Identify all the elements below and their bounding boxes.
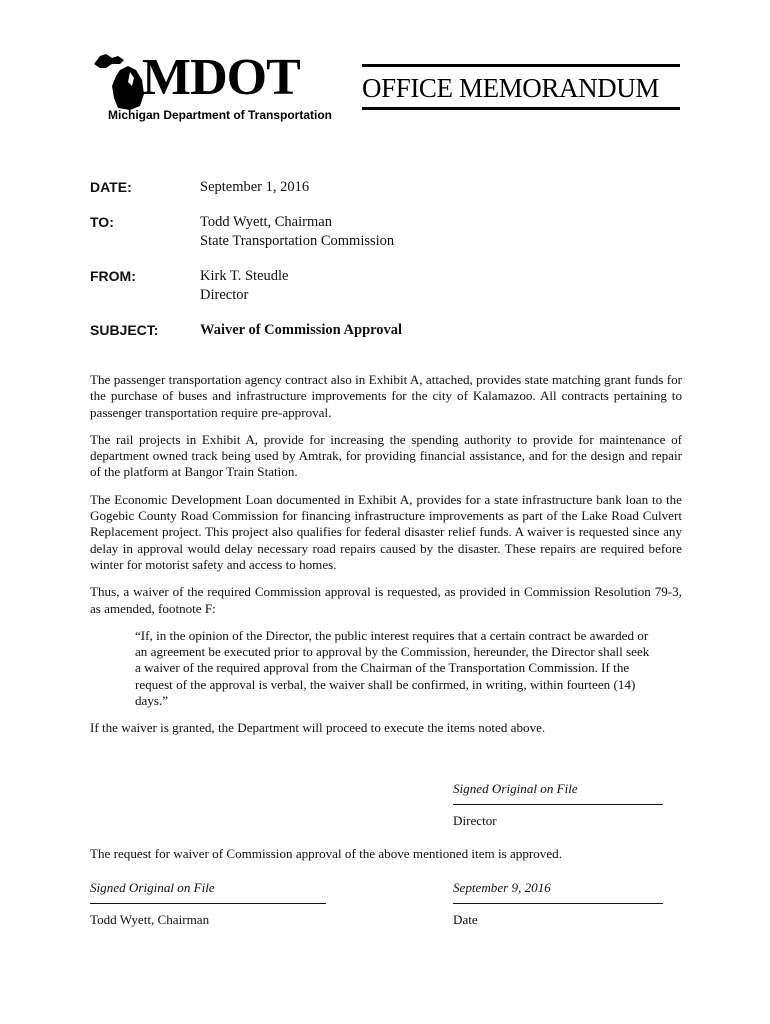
from-title: Director: [200, 287, 249, 303]
director-signature-line: [453, 804, 663, 805]
director-signed-original: Signed Original on File: [453, 781, 578, 796]
mdot-logo: [90, 48, 340, 128]
from-name: Kirk T. Steudle: [200, 268, 289, 284]
approval-date-block: [453, 880, 663, 929]
approval-date-value: September 9, 2016: [453, 880, 551, 895]
paragraph-3: The Economic Development Loan documented in Exhibit A, provides for a state infrastructure bank loan to the Gogebic County Road Commission for financing infrastructure improvements as part of the Lake Road Culvert Replacement project. This project also qualifies for federal disaster relief funds. A waiver is requested since any delay in approval would delay necessary road repairs caused by the disaster. These repairs are required before winter for motorist safety and access to homes.: [90, 491, 682, 572]
paragraph-2: The rail projects in Exhibit A, provide for increasing the spending authority to provide for maintenance of department owned track being used by Amtrak, for providing financial assistance, and for the design and repair of the platform at Bangor Train Station.: [90, 431, 682, 480]
memo-title: OFFICE MEMORANDUM: [362, 73, 659, 103]
date-value: September 1, 2016: [200, 179, 310, 195]
paragraph-5: If the waiver is granted, the Department will proceed to execute the items noted above.: [90, 720, 546, 736]
chairman-name: Todd Wyett, Chairman: [90, 912, 210, 928]
date-label: Date: [453, 912, 478, 928]
memo-body: [90, 372, 682, 748]
title-rule-bottom: [362, 107, 680, 110]
approval-statement: The request for waiver of Commission approval of the above mentioned item is approved.: [90, 846, 562, 861]
from-label: FROM:: [90, 268, 136, 284]
logo-subtitle: Michigan Department of Transportation: [108, 108, 333, 122]
resolution-quote: “If, in the opinion of the Director, the public interest requires that a certain contract be awarded or an agreement be executed prior to approval by the Commission, hereunder, the Director shall seek a waiver of the required approval from the Chairman of the Transportation Commission. If the request of the approval is verbal, the waiver shall be confirmed, in writing, within fourteen (14) days.”: [135, 627, 650, 709]
logo-wordmark: MDOT: [142, 49, 300, 106]
subject-value: Waiver of Commission Approval: [200, 322, 403, 338]
paragraph-1: The passenger transportation agency contract also in Exhibit A, attached, provides state matching grant funds for the purchase of buses and infrastructure improvements for the city of Kalamazoo. All contracts pertaining to passenger transportation require pre-approval.: [90, 372, 682, 420]
to-name: Todd Wyett, Chairman: [200, 214, 332, 230]
letterhead: [90, 48, 690, 128]
director-signature-block: [453, 781, 663, 830]
to-label: TO:: [90, 214, 114, 230]
chairman-signed-original: Signed Original on File: [90, 880, 215, 895]
to-organization: State Transportation Commission: [200, 233, 395, 249]
date-signature-line: [453, 903, 663, 904]
paragraph-4: Thus, a waiver of the required Commission approval is requested, as provided in Commission Resolution 79-3, as amended, footnote F:: [90, 584, 682, 616]
title-rule-top: [362, 64, 680, 67]
chairman-signature-line: [90, 903, 326, 904]
michigan-mitten-icon: [90, 50, 150, 112]
chairman-signature-block: [90, 880, 326, 929]
memo-title-block: [362, 64, 680, 110]
subject-label: SUBJECT:: [90, 322, 159, 338]
date-label: DATE:: [90, 179, 132, 195]
director-title: Director: [453, 813, 497, 829]
